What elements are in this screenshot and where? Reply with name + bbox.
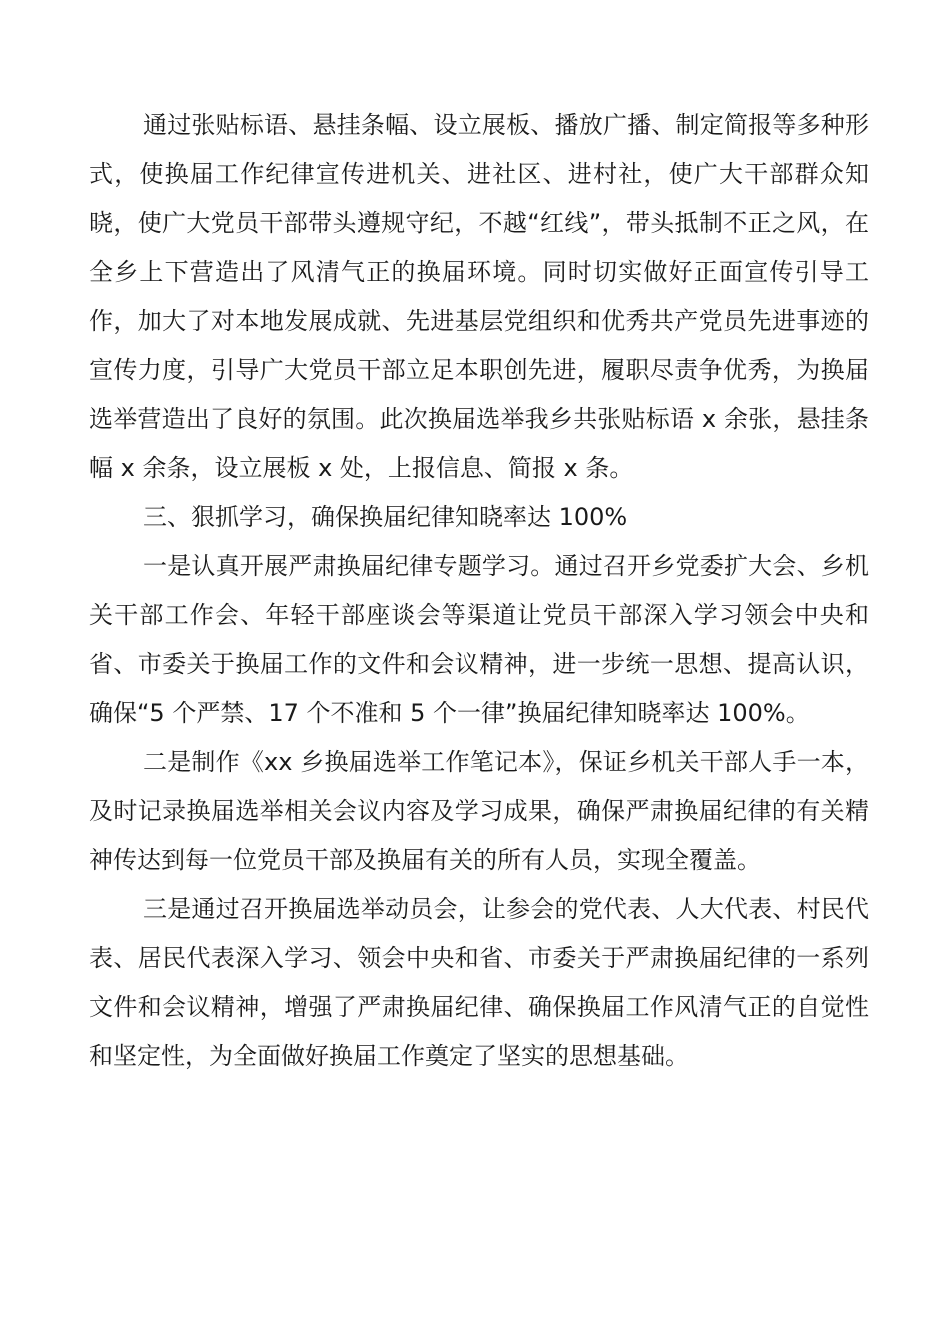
- paragraph-study-three: 三是通过召开换届选举动员会，让参会的党代表、人大代表、村民代表、居民代表深入学习、领会中央和省、市委关于严肃换届纪律的一系列文件和会议精神，增强了严肃换届纪律、确保换届工作风清气正的自觉性和坚定性，为全面做好换届工作奠定了坚实的思想基础。: [89, 895, 869, 1070]
- document-body: [89, 101, 869, 1081]
- paragraph-study-two: 二是制作《xx 乡换届选举工作笔记本》，保证乡机关干部人手一本，及时记录换届选举相关会议内容及学习成果，确保严肃换届纪律的有关精神传达到每一位党员干部及换届有关的所有人员，实现全覆盖。: [89, 748, 869, 874]
- paragraph-study-one: 一是认真开展严肃换届纪律专题学习。通过召开乡党委扩大会、乡机关干部工作会、年轻干部座谈会等渠道让党员干部深入学习领会中央和省、市委关于换届工作的文件和会议精神，进一步统一思想、提高认识，确保“5 个严禁、17 个不准和 5 个一律”换届纪律知晓率达 100%。: [89, 552, 869, 727]
- paragraph-publicity: 通过张贴标语、悬挂条幅、设立展板、播放广播、制定简报等多种形式，使换届工作纪律宣传进机关、进社区、进村社，使广大干部群众知晓，使广大党员干部带头遵规守纪，不越“红线”，带头抵制不正之风，在全乡上下营造出了风清气正的换届环境。同时切实做好正面宣传引导工作，加大了对本地发展成就、先进基层党组织和优秀共产党员先进事迹的宣传力度，引导广大党员干部立足本职创先进，履职尽责争优秀，为换届选举营造出了良好的氛围。此次换届选举我乡共张贴标语 x 余张，悬挂条幅 x 余条，设立展板 x 处，上报信息、简报 x 条。: [89, 111, 869, 482]
- section-heading-study: 三、狠抓学习，确保换届纪律知晓率达 100%: [143, 503, 628, 531]
